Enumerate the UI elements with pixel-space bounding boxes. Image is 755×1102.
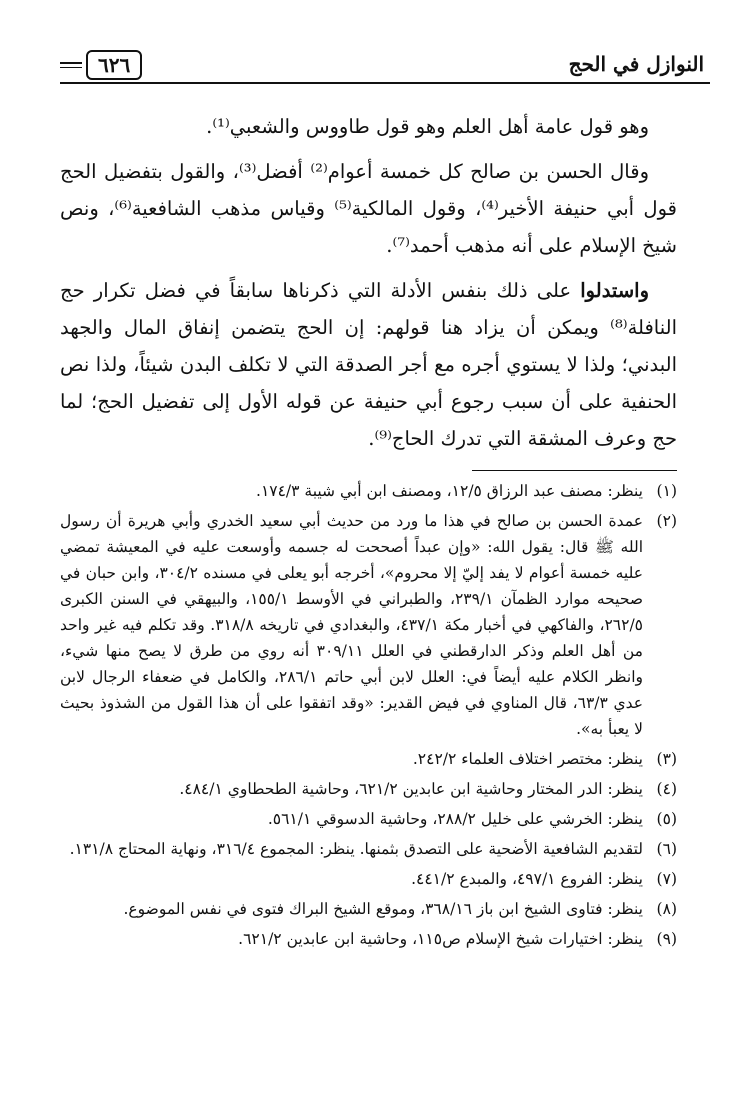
- footnote-number: (٣): [656, 750, 677, 768]
- footnote-text: ينظر: اختيارات شيخ الإسلام ص١١٥، وحاشية ابن عابدين ٦٢١/٢.: [238, 930, 643, 948]
- footnote-number: (١): [656, 482, 677, 500]
- footnote-text: ينظر: مختصر اختلاف العلماء ٢٤٢/٢.: [412, 750, 643, 768]
- footnote-number: (٧): [656, 870, 677, 888]
- footnote: [60, 896, 677, 922]
- footnote-number: (٦): [656, 840, 677, 858]
- decorative-lines: [60, 62, 82, 68]
- footnote-number: (٢): [656, 512, 677, 530]
- footnote: [60, 866, 677, 892]
- footnote-number: (٥): [656, 810, 677, 828]
- paragraph-3-lead: واستدلوا: [580, 279, 649, 302]
- running-title: النوازل في الحج: [568, 52, 704, 76]
- footnote: [60, 926, 677, 952]
- paragraph-3: [60, 272, 677, 457]
- main-text: [60, 108, 677, 465]
- footnote-text: ينظر: الخرشي على خليل ٢٨٨/٢، وحاشية الدسوقي ٥٦١/١.: [267, 810, 643, 828]
- footnote-text: ينظر: الفروع ٤٩٧/١، والمبدع ٤٤١/٢.: [411, 870, 643, 888]
- footnote-separator: [472, 470, 677, 471]
- paragraph-1: وهو قول عامة أهل العلم وهو قول طاووس والشعبي⁽¹⁾.: [206, 115, 649, 138]
- footnotes: [60, 478, 677, 956]
- footnote: [60, 746, 677, 772]
- footnote-text: عمدة الحسن بن صالح في هذا ما ورد من حديث أبي سعيد الخدري وأبي هريرة أن رسول الله ﷺ قال: يقول الله: «وإن عبداً أصححت له جسمه وأوسعت عليه في المعيشة تمضي عليه خمسة أعوام لا يفد إليّ إلا محروم»، أخرجه أبو يعلى في مسنده ٣٠٤/٢، وابن حبان في صحيحه موارد الظمآن ٢٣٩/١، والطبراني في الأوسط ١٥٥/١، والبيهقي في السنن الكبرى ٢٦٢/٥، والفاكهي في أخبار مكة ٤٣٧/١، والبغدادي في تاريخه ٣١٨/٨. وقد تكلم فيه غير واحد من أهل العلم وذكر الدارقطني في العلل ٣٠٩/١١ أنه روي من طرق لا يصح منها شيء، وانظر الكلام عليه أيضاً في: العلل لابن أبي حاتم ٢٨٦/١، والكامل في ضعفاء الرجال لابن عدي ٦٣/٣، قال المناوي في فيض القدير: «وقد اتفقوا على أن هذا القول من الشذوذ بحيث لا يعبأ به».: [60, 512, 644, 738]
- header-rule: [60, 82, 710, 84]
- footnote-text: ينظر: مصنف عبد الرزاق ١٢/٥، ومصنف ابن أبي شيبة ١٧٤/٣.: [256, 482, 643, 500]
- footnote: [60, 508, 677, 742]
- footnote-text: ينظر: فتاوى الشيخ ابن باز ٣٦٨/١٦، وموقع الشيخ البراك فتوى في نفس الموضوع.: [123, 900, 643, 918]
- paragraph-2: وقال الحسن بن صالح كل خمسة أعوام⁽²⁾ أفضل⁽³⁾، والقول بتفضيل الحج قول أبي حنيفة الأخير⁽⁴⁾، وقول المالكية⁽⁵⁾ وقياس مذهب الشافعية⁽⁶⁾، ونص شيخ الإسلام على أنه مذهب أحمد⁽⁷⁾.: [60, 160, 677, 257]
- footnote-number: (٨): [656, 900, 677, 918]
- footnote-text: لتقديم الشافعية الأضحية على التصدق بثمنها. ينظر: المجموع ٣١٦/٤، ونهاية المحتاج ١٣١/٨.: [69, 840, 643, 858]
- footnote-number: (٤): [656, 780, 677, 798]
- page-number: ٦٢٦: [86, 50, 142, 80]
- paragraph-3-text: على ذلك بنفس الأدلة التي ذكرناها سابقاً في فضل تكرار حج النافلة⁽⁸⁾ ويمكن أن يزاد هنا قولهم: إن الحج يتضمن إنفاق المال والجهد البدني؛ ولذا لا يستوي أجره مع أجر الصدقة التي لا تكلف البدن شيئاً، ولذا نص الحنفية على أن سبب رجوع أبي حنيفة عن قوله الأول إلى تفضيل الحج؛ لما حج وعرف المشقة التي تدرك الحاج⁽⁹⁾.: [60, 279, 677, 450]
- page-number-box: [60, 50, 142, 80]
- footnote: [60, 836, 677, 862]
- footnote: [60, 806, 677, 832]
- footnote: [60, 776, 677, 802]
- footnote-number: (٩): [656, 930, 677, 948]
- footnote-text: ينظر: الدر المختار وحاشية ابن عابدين ٦٢١/٢، وحاشية الطحطاوي ٤٨٤/١.: [179, 780, 643, 798]
- footnote: [60, 478, 677, 504]
